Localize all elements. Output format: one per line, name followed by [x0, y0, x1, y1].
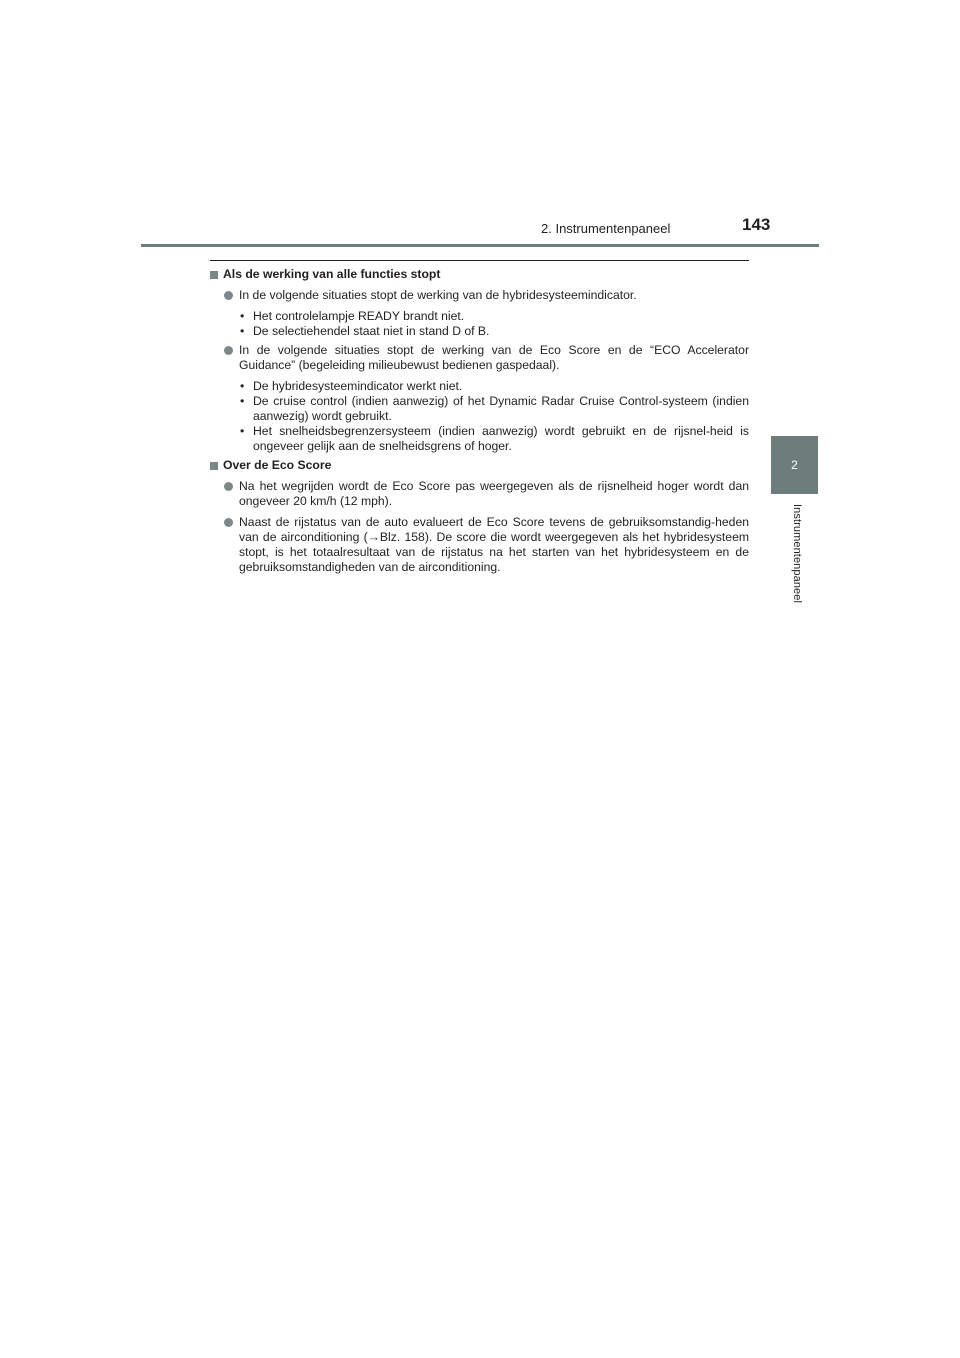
circle-bullet-icon: [224, 518, 233, 527]
chapter-tab: [771, 436, 818, 494]
sub-list-item: • Het snelheidsbegrenzersysteem (indien aanwezig) wordt gebruikt en de rijsnel-heid is ongeveer gelijk aan de snelheidsgrens of hoger.: [240, 424, 749, 453]
sub-list-item: • Het controlelampje READY brandt niet.: [240, 309, 465, 323]
page-number: 143: [742, 215, 771, 234]
sub-list: [240, 379, 749, 454]
circle-bullet-icon: [224, 291, 233, 300]
section-heading: Over de Eco Score: [210, 458, 749, 473]
list-item: Na het wegrijden wordt de Eco Score pas weergegeven als de rijsnelheid hoger wordt dan ongeveer 20 km/h (12 mph).: [224, 479, 749, 509]
section-heading: Als de werking van alle functies stopt: [210, 267, 749, 282]
circle-bullet-icon: [224, 482, 233, 491]
sub-list-item: • De hybridesysteemindicator werkt niet.: [240, 379, 463, 393]
header-section-title: 2. Instrumentenpaneel: [541, 221, 671, 236]
sub-list: [240, 309, 749, 339]
list-item: In de volgende situaties stopt de werking van de hybridesysteemindicator.: [224, 288, 749, 303]
chapter-label: Instrumentenpaneel: [791, 504, 803, 604]
chapter-number: 2: [791, 458, 798, 472]
content-rule: [210, 260, 749, 261]
list-item: In de volgende situaties stopt de werking van de Eco Score en de “ECO Accelerator Guidance” (begeleiding milieubewust bedienen gaspedaal).: [224, 343, 749, 373]
arrow-icon: →: [367, 530, 380, 544]
circle-bullet-icon: [224, 346, 233, 355]
list-item: Naast de rijstatus van de auto evalueert de Eco Score tevens de gebruiksomstandig-heden van de airconditioning (→Blz. 158). De score die wordt weergegeven als het hybridesysteem stopt, is het totaalresultaat van de rijstatus na het starten van het hybridesysteem en de gebruiksomstandigheden van de airconditioning.: [224, 515, 749, 575]
header-rule: [141, 244, 819, 247]
page-content: [210, 267, 749, 575]
sub-list-item: • De cruise control (indien aanwezig) of het Dynamic Radar Cruise Control-systeem (indien aanwezig) wordt gebruikt.: [240, 394, 749, 423]
sub-list-item: • De selectiehendel staat niet in stand D of B.: [240, 324, 490, 338]
square-marker-icon: [210, 462, 218, 470]
page-reference-link[interactable]: Blz. 158: [379, 530, 425, 544]
square-marker-icon: [210, 271, 218, 279]
